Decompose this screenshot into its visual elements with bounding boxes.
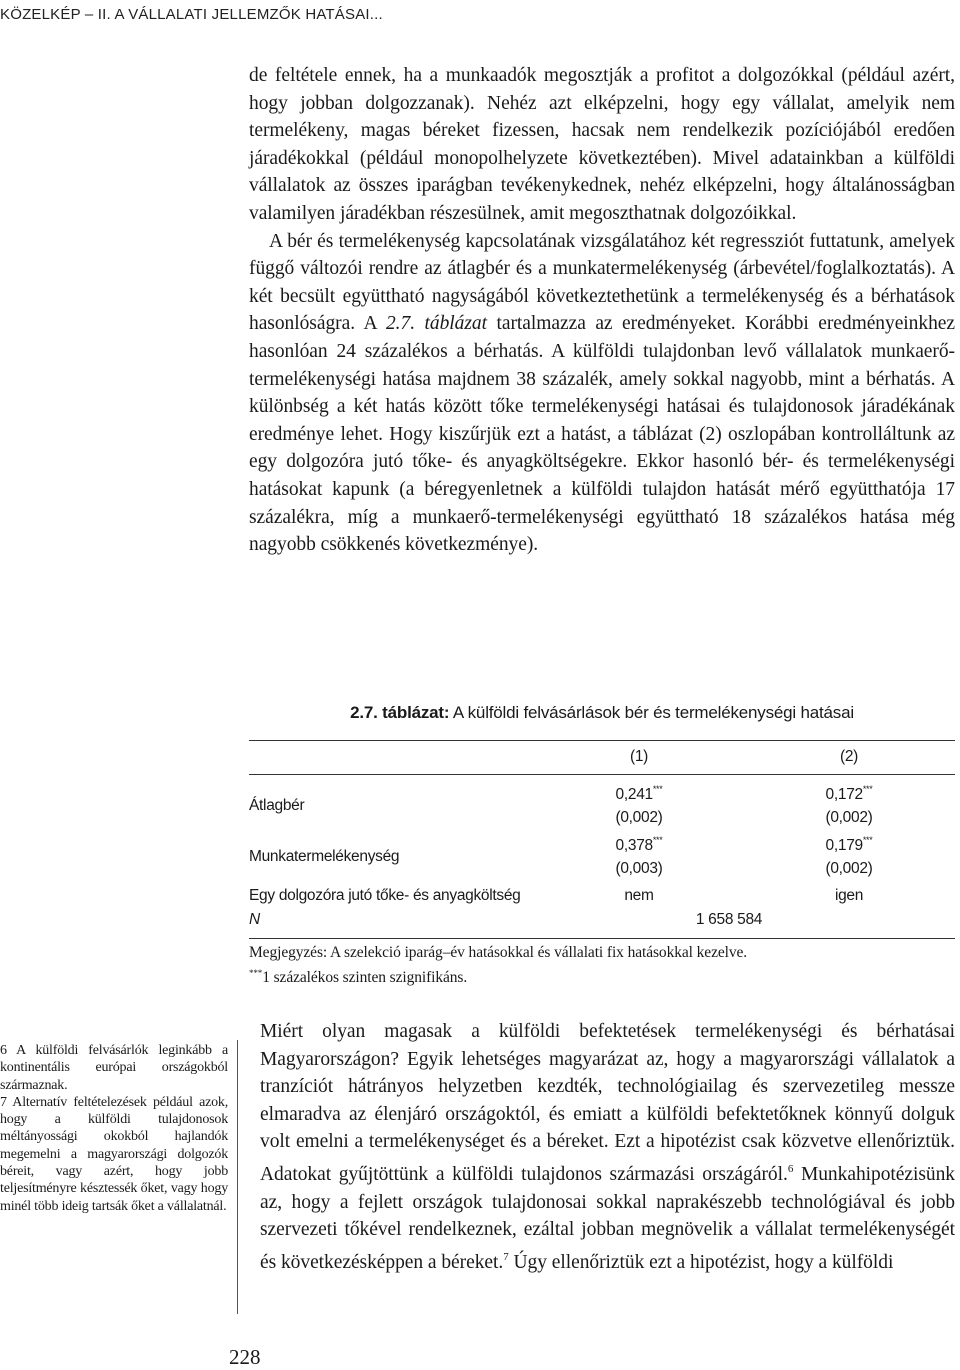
paragraph-2-start: A bér és termelékenység kapcsolatának vizsgálatához két regressziót futtatunk, amelyek függő változói rendre az átlagbér és a munkatermelékenység (árbevétel/foglalkoztatás). A két becsült együttható nagyságából következtethetünk a termelékenység és a bérhatások hasonlóságra. A <box>249 230 955 335</box>
paragraph-2 <box>249 228 955 559</box>
note-line-2: ***1 százalékos szinten szignifikáns. <box>249 968 468 986</box>
note-line-1: Megjegyzés: A szelekció iparág–év hatásokkal és vállalati fix hatásokkal kezelve. <box>249 944 748 961</box>
paragraph-2-end: tartalmazza az eredményeket. Korábbi eredményeinkhez hasonlóan 24 százalékos a bérhatás. A külföldi tulajdonban levő vállalatok munkaerő-termelékenységi hatása majdnem 38 százalék, amely sokkal nagyobb, mint a bérhatás. A különbség a két hatás között tőke termelékenységi hatásai és tulajdonosok járadékának eredménye lehet. Hogy kiszűrjük ezt a hatást, a táblázat (2) oszlopában kontrolláltunk az egy dolgozóra jutó tőke- és anyagköltségekre. Ekkor hasonló bér- és termelékenységi hatásokat kapunk (a béregyenletnek a külföldi tulajdon hatását mérő együtthatója 17 százalékra, míg a munkaerő-termelékenységi együttható 18 százalékos hatása még nagyobb csökkenés következménye). <box>249 313 955 556</box>
running-head: KÖZELKÉP – II. A VÁLLALATI JELLEMZŐK HATÁSAI... <box>0 6 383 23</box>
table-caption-title: A külföldi felvásárlások bér és termelékenységi hatásai <box>449 703 854 722</box>
table-caption-number: 2.7. táblázat: <box>350 703 450 722</box>
table-note <box>249 942 955 988</box>
paragraph-3: Miért olyan magasak a külföldi befektetések termelékenységi és bérhatásai Magyarországon? Egyik lehetséges magyarázat az, hogy a magyarországi vállalatok a tranzíciót hátrányos helyzetben kezdték, technológiailag és szervezetileg messze elmaradva az élenjáró országoktól, és emiatt a külföldi befektetőknek könnyű dolguk volt emelni a termelékenységet és a béreket. Ezt a hipotézist csak közvetve ellenőriztük. Adatokat gyűjtöttünk a külföldi tulajdonos származási országáról.$^6$ Munkahipotézisünk az, hogy a fejlett országok tulajdonosai sokkal naprakészebb technológiával és jobb szervezeti tőkével rendelkeznek, ezáltal jobban megnövelik a vállalat termelékenységét és következésképpen a béreket.$^7$ Úgy ellenőriztük ezt a hipotézist, hogy a külföldi <box>260 1021 955 1273</box>
table-reference: 2.7. táblázat <box>385 313 487 335</box>
footnote-ref-6: 6 <box>787 1162 794 1175</box>
cell-atlagber-se-2: (0,002) <box>825 809 873 826</box>
cell-atlagber-1: 0,241*** <box>615 784 663 803</box>
table-bottom-rule <box>249 938 955 939</box>
table-header-rule <box>249 774 955 775</box>
cell-munkatermelekenyseg-2: 0,179*** <box>825 835 873 854</box>
row-label-atlagber: Átlagbér <box>249 797 305 814</box>
column-header-2: (2) <box>839 748 859 765</box>
cell-munkatermelekenyseg-se-1: (0,003) <box>615 860 663 877</box>
second-section-text <box>260 1018 955 1276</box>
paragraph-1: de feltétele ennek, ha a munkaadók megosztják a profitot a dolgozókkal (például azért, hogy jobban dolgozzanak). Nehéz azt elképzelni, hogy egy vállalat, amelyik nem termelékeny, magas béreket fizessen, hacsak nem rendelkezik pozíciójából eredően járadékokkal (például monopolhelyzete következtében). Mivel adatainkban a külföldi vállalatok az összes iparágban tevékenykednek, nehéz elképzelni, hogy általánosságban valamilyen járadékban részesülnek, amit megoszthatnak dolgozóikkal. <box>249 65 955 224</box>
footnote-ref-7: 7 <box>503 1250 509 1263</box>
cell-munkatermelekenyseg-se-2: (0,002) <box>825 860 873 877</box>
cell-atlagber-se-1: (0,002) <box>615 809 663 826</box>
table-top-rule <box>249 740 955 741</box>
footnote-6: 6 A külföldi felvásárlók leginkább a kontinentális európai országokból származnak. <box>0 1043 228 1093</box>
cell-control-2: igen <box>834 887 864 904</box>
footnotes <box>0 1042 228 1215</box>
main-text <box>249 62 955 559</box>
table-caption <box>249 703 955 723</box>
row-label-munkatermelekenyseg: Munkatermelékenység <box>249 848 400 865</box>
row-label-control: Egy dolgozóra jutó tőke- és anyagköltség <box>249 887 521 904</box>
cell-munkatermelekenyseg-1: 0,378*** <box>615 835 663 854</box>
cell-atlagber-2: 0,172*** <box>825 784 873 803</box>
column-header-1: (1) <box>629 748 649 765</box>
cell-control-1: nem <box>624 887 654 904</box>
row-label-n: N <box>249 911 260 928</box>
footnote-7: 7 Alternatív feltételezések például azok, hogy a külföldi tulajdonosok méltányossági okokból hajlandók megemelni a magyarországi dolgozók béreit, vagy azért, hogy jobb teljesítményre késztessék őket, vagy hogy minél több ideig tartsák őket a vállalatnál. <box>0 1094 228 1214</box>
page-number: 228 <box>229 1345 261 1369</box>
margin-divider <box>237 1040 238 1314</box>
cell-n-value: 1 658 584 <box>695 911 763 928</box>
